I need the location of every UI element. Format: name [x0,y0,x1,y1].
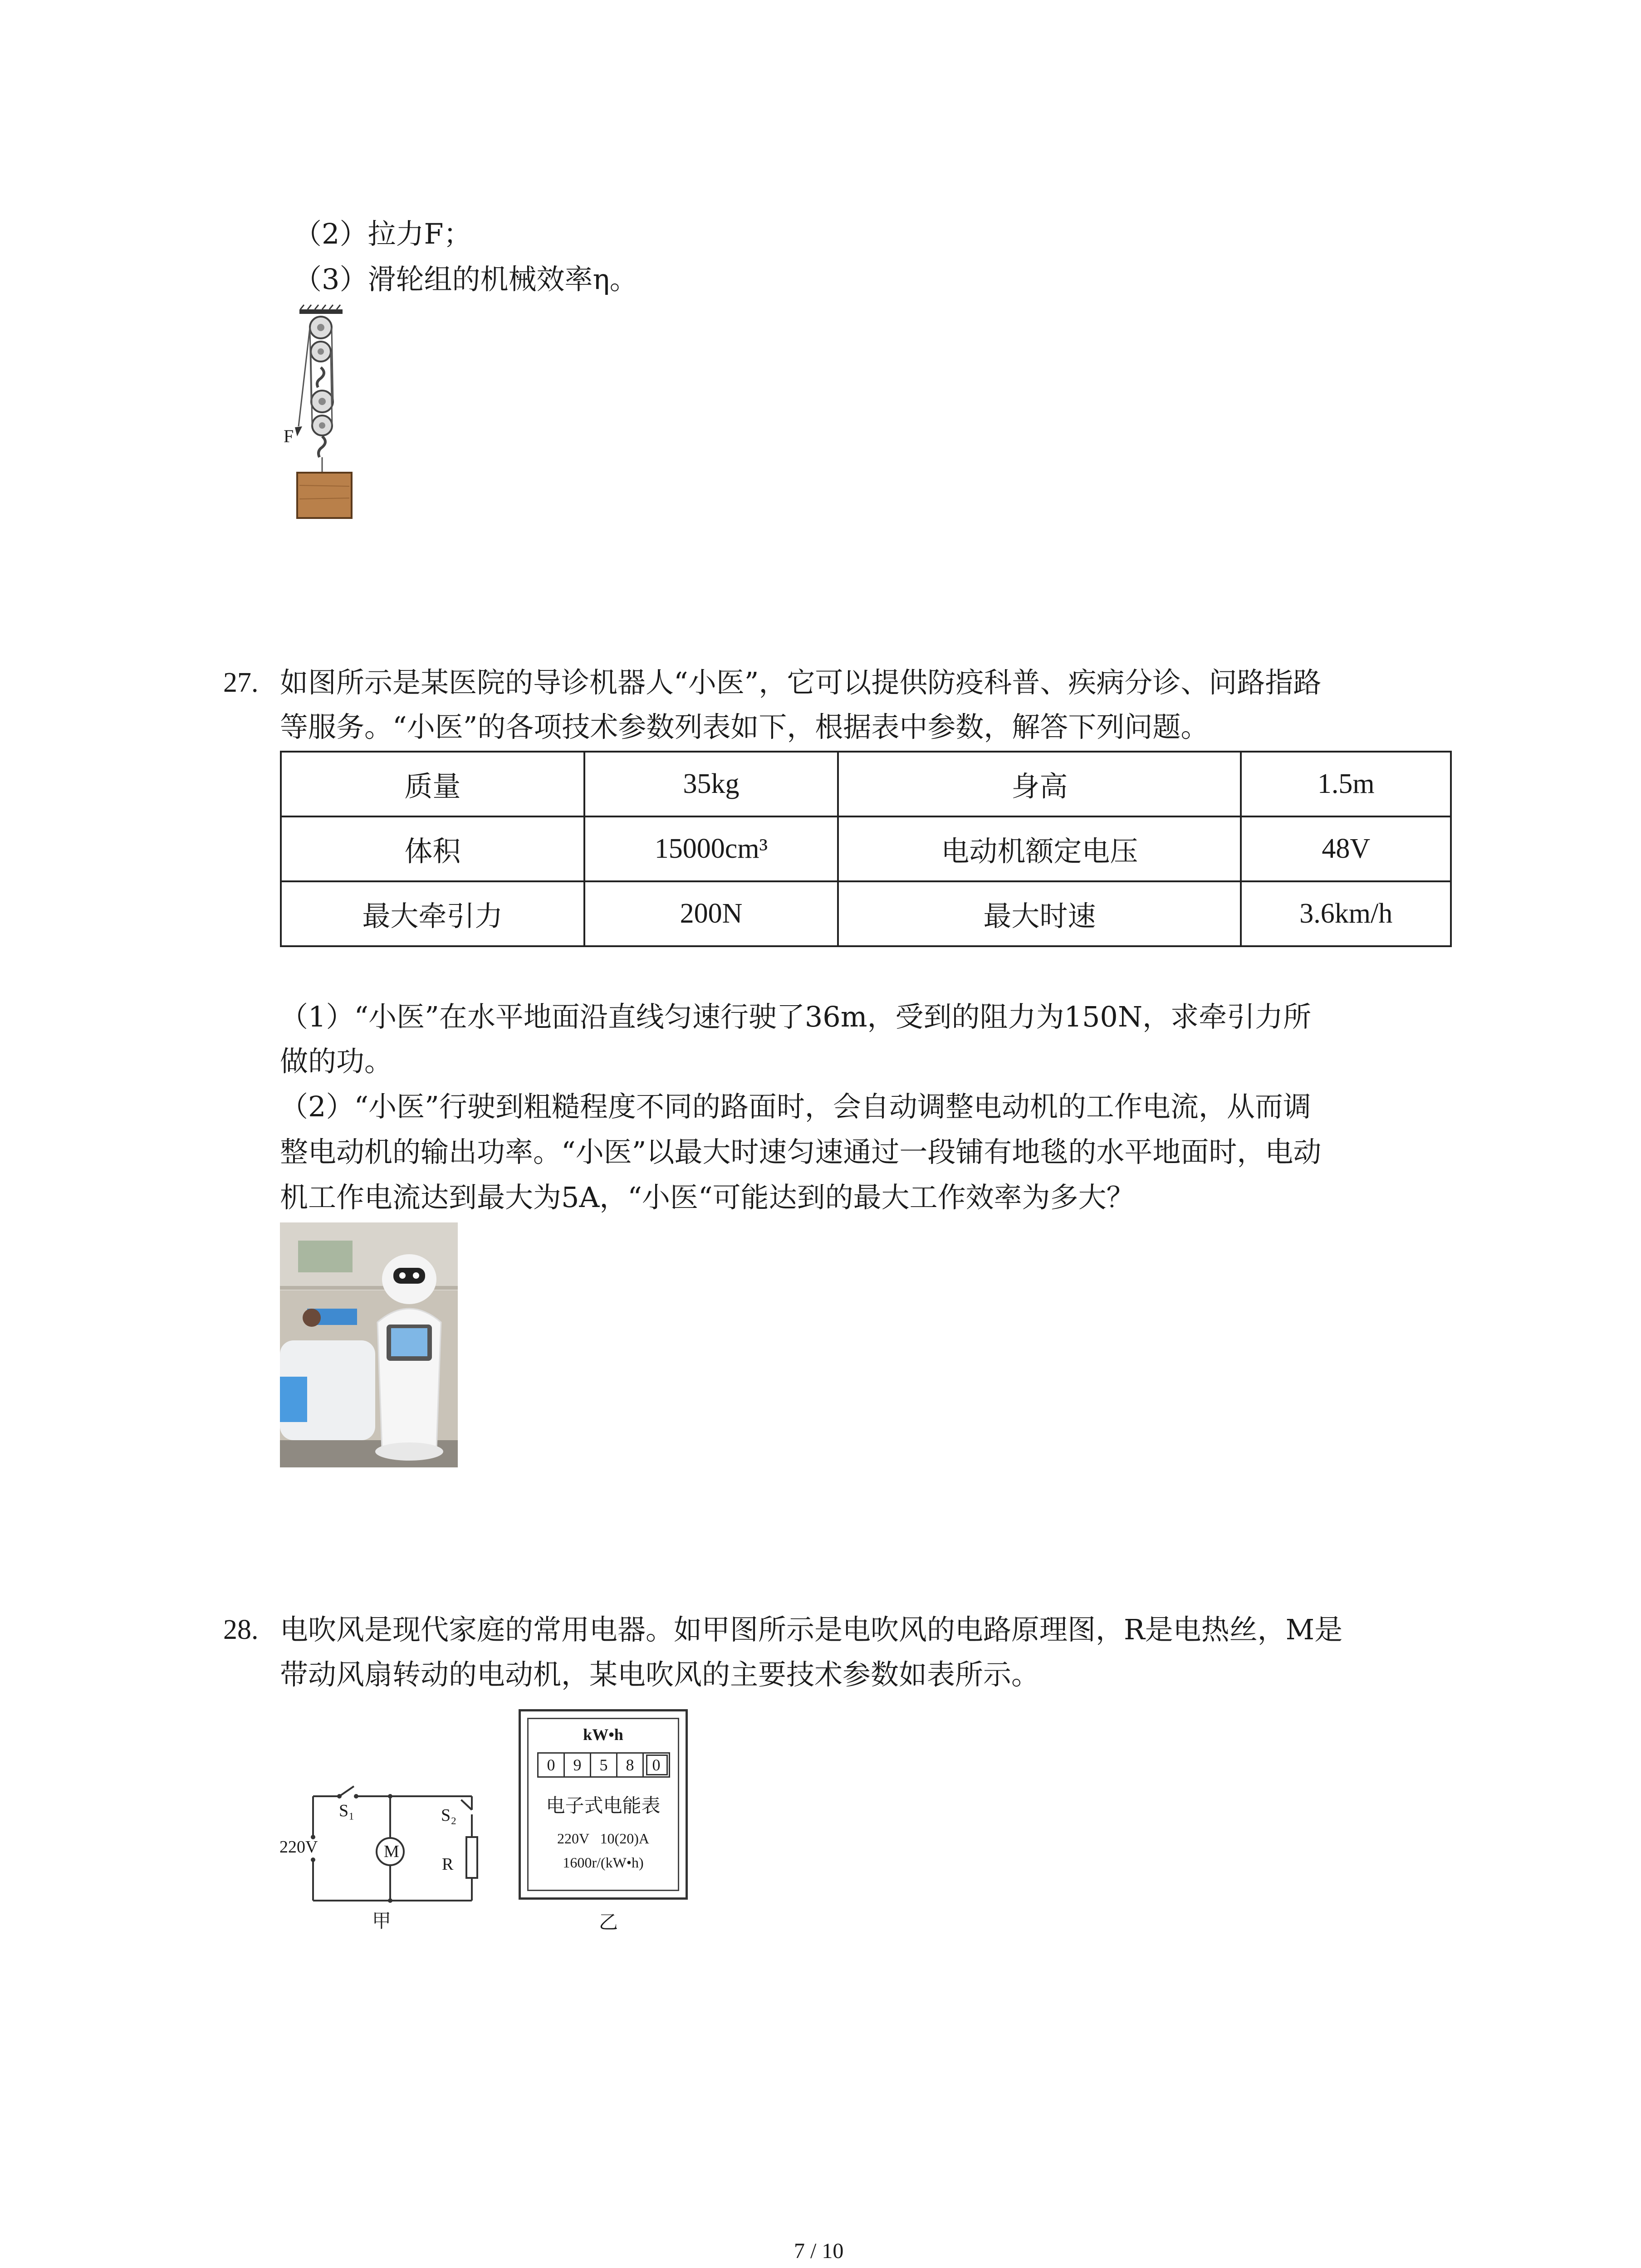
table-cell: 200N [584,881,838,946]
switch-s1-label: S₁ [339,1801,355,1820]
q27-number: 27. [223,667,259,698]
resistor-label: R [442,1855,454,1874]
table-cell: 1.5m [1241,752,1451,816]
meter-caption: 乙 [599,1911,618,1933]
table-cell: 体积 [281,816,584,881]
meter-spec2: 1600r/(kW•h) [563,1854,644,1871]
q26-sub2: （2）拉力F； [294,217,472,250]
meter-title: 电子式电能表 [546,1794,661,1817]
table-cell: 最大牵引力 [281,881,584,946]
q27-sub2-line3: 机工作电流达到最大为5A，“小医“可能达到的最大工作效率为多大？ [280,1181,1135,1214]
pulley-figure [290,304,372,531]
voltage-label: 220V [279,1838,318,1857]
robot-params-table [280,751,1452,947]
meter-digit: 0 [537,1752,565,1778]
meter-digit: 9 [565,1752,591,1778]
energy-meter [519,1709,688,1900]
q27-sub1-line1: （1）“小医”在水平地面沿直线匀速行驶了36m，受到的阻力为150N，求牵引力所 [280,1000,1312,1033]
table-cell: 35kg [584,752,838,816]
switch-s2-label: S₂ [441,1806,457,1825]
table-row [281,752,1451,816]
meter-digit: 8 [617,1752,644,1778]
circuit-caption: 甲 [372,1910,392,1932]
meter-spec1: 220V 10(20)A [557,1830,649,1847]
table-cell: 最大时速 [838,881,1241,946]
meter-digit: 5 [591,1752,617,1778]
table-cell: 身高 [838,752,1241,816]
table-cell: 质量 [281,752,584,816]
q26-sub3: （3）滑轮组的机械效率η。 [294,263,638,296]
page-number: 7 / 10 [794,2239,844,2263]
q27-line1: 如图所示是某医院的导诊机器人“小医”，它可以提供防疫科普、疾病分诊、问路指路 [280,666,1322,699]
robot-photo [280,1222,458,1467]
meter-unit: kW•h [583,1725,623,1744]
table-cell: 48V [1241,816,1451,881]
table-row [281,816,1451,881]
meter-digits [537,1752,670,1778]
q27-sub2-line2: 整电动机的输出功率。“小医”以最大时速匀速通过一段铺有地毯的水平地面时，电动 [280,1135,1322,1168]
table-cell: 电动机额定电压 [838,816,1241,881]
table-row [281,881,1451,946]
meter-digit: 0 [644,1752,670,1778]
motor-label: M [384,1842,399,1861]
q28-line2: 带动风扇转动的电动机，某电吹风的主要技术参数如表所示。 [280,1658,1040,1691]
table-cell: 3.6km/h [1241,881,1451,946]
q27-line2: 等服务。“小医”的各项技术参数列表如下，根据表中参数，解答下列问题。 [280,710,1209,743]
table-cell: 15000cm³ [584,816,838,881]
q27-sub2-line1: （2）“小医”行驶到粗糙程度不同的路面时，会自动调整电动机的工作电流，从而调 [280,1090,1311,1123]
q28-number: 28. [223,1614,259,1645]
q28-line1: 电吹风是现代家庭的常用电器。如甲图所示是电吹风的电路原理图，R是电热丝，M是 [280,1613,1343,1646]
force-label: F [284,426,294,446]
q27-sub1-line2: 做的功。 [280,1045,393,1078]
